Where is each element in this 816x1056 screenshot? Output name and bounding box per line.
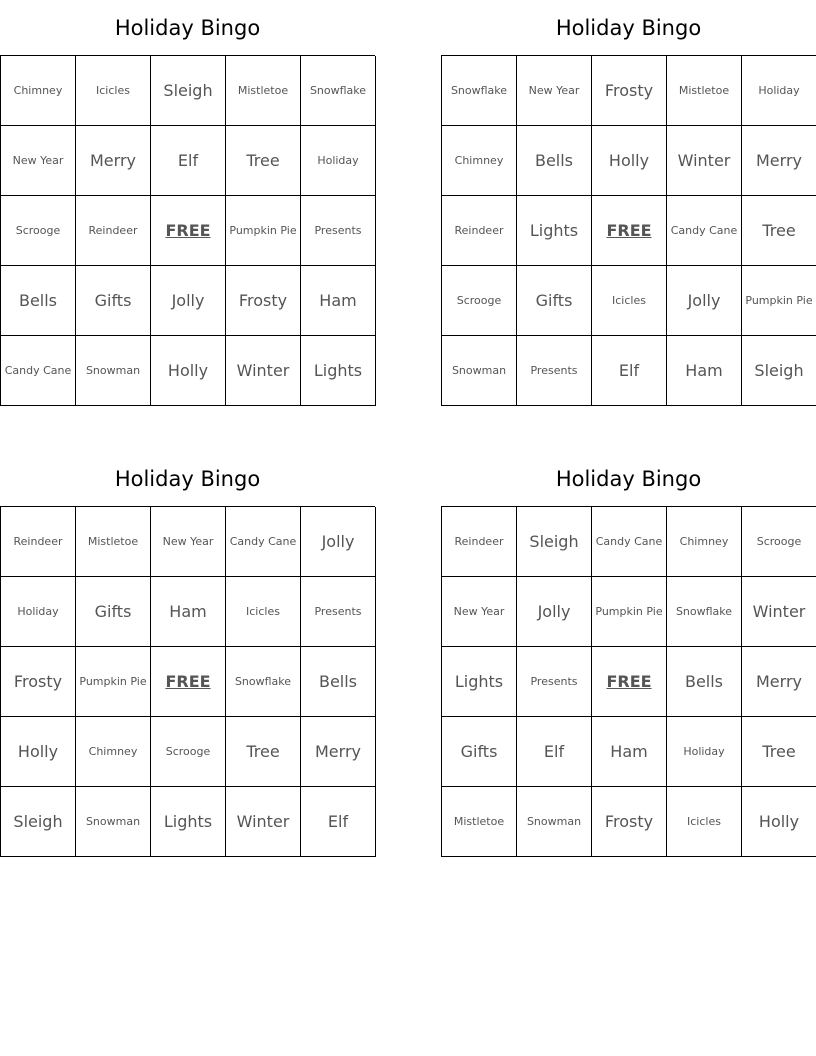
bingo-cell: Icicles [226,577,301,647]
bingo-cell: Chimney [1,56,76,126]
free-space: FREE [151,196,226,266]
bingo-cell: Pumpkin Pie [226,196,301,266]
bingo-cell: Pumpkin Pie [76,647,151,717]
bingo-cell: Sleigh [517,507,592,577]
bingo-cell: Winter [742,577,816,647]
bingo-cell: New Year [1,126,76,196]
bingo-cell: Jolly [301,507,376,577]
bingo-cell: Chimney [76,717,151,787]
bingo-cell: Presents [517,647,592,717]
bingo-cell: Snowflake [301,56,376,126]
bingo-grid [0,506,375,857]
bingo-cell: Ham [667,336,742,406]
bingo-cell: Merry [742,647,816,717]
bingo-cell: Candy Cane [226,507,301,577]
bingo-cell: Holly [1,717,76,787]
bingo-cell: Snowman [76,787,151,857]
bingo-card-1 [0,14,375,406]
bingo-cell: Scrooge [151,717,226,787]
bingo-cell: Reindeer [1,507,76,577]
bingo-grid [441,55,816,406]
bingo-cell: New Year [517,56,592,126]
bingo-cell: Presents [301,196,376,266]
bingo-cell: Winter [667,126,742,196]
bingo-cell: Tree [742,196,816,266]
bingo-cell: Snowman [442,336,517,406]
bingo-cell: Winter [226,787,301,857]
bingo-cell: Snowman [517,787,592,857]
bingo-cell: Holiday [1,577,76,647]
bingo-cell: Frosty [592,787,667,857]
bingo-cell: Snowflake [442,56,517,126]
bingo-cell: Presents [517,336,592,406]
bingo-cell: Holly [151,336,226,406]
bingo-grid [0,55,375,406]
bingo-cell: Chimney [442,126,517,196]
bingo-cell: Icicles [592,266,667,336]
bingo-cell: Gifts [76,577,151,647]
bingo-cell: Gifts [517,266,592,336]
bingo-cell: Reindeer [442,196,517,266]
bingo-cell: Ham [592,717,667,787]
bingo-cell: Gifts [76,266,151,336]
bingo-cell: Sleigh [1,787,76,857]
bingo-cell: Scrooge [742,507,816,577]
bingo-cell: Elf [517,717,592,787]
bingo-cell: Tree [742,717,816,787]
bingo-cell: Lights [151,787,226,857]
bingo-cell: Frosty [592,56,667,126]
bingo-cell: Sleigh [742,336,816,406]
bingo-cell: Pumpkin Pie [592,577,667,647]
bingo-cell: New Year [442,577,517,647]
bingo-cell: Tree [226,126,301,196]
free-space: FREE [592,647,667,717]
bingo-cell: Reindeer [76,196,151,266]
bingo-card-3 [0,465,375,857]
card-title: Holiday Bingo [555,467,702,491]
bingo-cell: Elf [301,787,376,857]
bingo-cell: Snowman [76,336,151,406]
bingo-card-4 [441,465,816,857]
bingo-cell: Pumpkin Pie [742,266,816,336]
bingo-cell: Ham [151,577,226,647]
bingo-grid [441,506,816,857]
bingo-cell: Holiday [301,126,376,196]
bingo-cell: Icicles [667,787,742,857]
bingo-card-2 [441,14,816,406]
bingo-cell: Candy Cane [667,196,742,266]
bingo-cell: Elf [151,126,226,196]
bingo-cell: Jolly [151,266,226,336]
bingo-cell: Frosty [1,647,76,717]
card-title: Holiday Bingo [114,16,261,40]
bingo-cell: Lights [517,196,592,266]
bingo-cell: Bells [517,126,592,196]
bingo-cell: Mistletoe [226,56,301,126]
bingo-cell: Snowflake [226,647,301,717]
bingo-cell: Merry [742,126,816,196]
bingo-cell: Bells [1,266,76,336]
card-title: Holiday Bingo [114,467,261,491]
bingo-cell: Candy Cane [1,336,76,406]
bingo-cell: Bells [301,647,376,717]
bingo-cell: Frosty [226,266,301,336]
bingo-cell: Scrooge [442,266,517,336]
bingo-cell: Mistletoe [442,787,517,857]
free-space: FREE [151,647,226,717]
bingo-cell: Holly [742,787,816,857]
bingo-cell: Gifts [442,717,517,787]
bingo-cell: Chimney [667,507,742,577]
bingo-cell: Holiday [667,717,742,787]
bingo-cell: Tree [226,717,301,787]
bingo-cell: Sleigh [151,56,226,126]
bingo-cell: Mistletoe [76,507,151,577]
free-space: FREE [592,196,667,266]
bingo-cell: Lights [442,647,517,717]
bingo-cell: Scrooge [1,196,76,266]
bingo-cell: Mistletoe [667,56,742,126]
bingo-cell: Icicles [76,56,151,126]
bingo-cell: Elf [592,336,667,406]
bingo-cell: Candy Cane [592,507,667,577]
bingo-cell: Holiday [742,56,816,126]
bingo-cell: Presents [301,577,376,647]
bingo-cell: Jolly [517,577,592,647]
card-title: Holiday Bingo [555,16,702,40]
bingo-cell: Ham [301,266,376,336]
bingo-cell: Lights [301,336,376,406]
bingo-cell: Reindeer [442,507,517,577]
bingo-cell: Snowflake [667,577,742,647]
bingo-cell: Winter [226,336,301,406]
bingo-cell: Jolly [667,266,742,336]
bingo-cell: Holly [592,126,667,196]
bingo-cell: New Year [151,507,226,577]
bingo-cell: Merry [76,126,151,196]
bingo-cell: Bells [667,647,742,717]
bingo-cell: Merry [301,717,376,787]
